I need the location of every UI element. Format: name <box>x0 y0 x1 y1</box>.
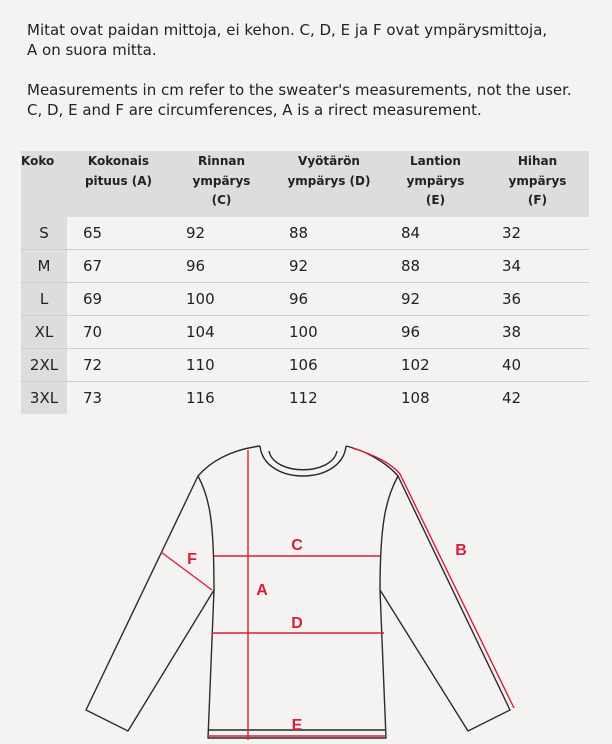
table-row <box>21 316 589 349</box>
value-cell: 69 <box>67 283 170 316</box>
label-d: D <box>291 615 303 632</box>
table-row <box>21 217 589 250</box>
header-hip: Lantion ympärys (E) <box>385 151 486 217</box>
size-cell: M <box>21 250 67 283</box>
label-a: A <box>256 582 268 599</box>
size-table <box>21 151 589 414</box>
header-waist: Vyötärön ympärys (D) <box>273 151 385 217</box>
value-cell: 102 <box>385 349 486 382</box>
value-cell: 36 <box>486 283 589 316</box>
label-e: E <box>291 717 303 734</box>
value-cell: 92 <box>385 283 486 316</box>
size-cell: XL <box>21 316 67 349</box>
table-row <box>21 283 589 316</box>
value-cell: 116 <box>186 389 215 407</box>
value-cell: 100 <box>273 316 385 349</box>
table-row <box>21 382 589 415</box>
value-cell: 67 <box>67 250 170 283</box>
measure-labels <box>187 537 467 734</box>
table-row <box>21 250 589 283</box>
intro-fi-line-1: Mitat ovat paidan mittoja, ei kehon. C, D, E ja F ovat ympärysmittoja, <box>27 21 548 39</box>
intro-en-line-1: Measurements in cm refer to the sweater's measurements, not the user. <box>27 81 572 99</box>
value-cell: 70 <box>67 316 170 349</box>
intro-finnish <box>27 20 547 60</box>
size-cell: S <box>21 217 67 250</box>
intro-english <box>27 80 572 120</box>
value-cell: 40 <box>486 349 589 382</box>
value-cell: 38 <box>486 316 589 349</box>
header-chest: Rinnan ympärys (C) <box>170 151 273 217</box>
value-cell: 96 <box>273 283 385 316</box>
table-header-row <box>21 151 589 217</box>
value-cell: 32 <box>486 217 589 250</box>
value-cell: 65 <box>67 217 170 250</box>
value-cell: 112 <box>289 389 318 407</box>
value-cell: 88 <box>273 217 385 250</box>
intro-fi-line-2: A on suora mitta. <box>27 41 157 59</box>
value-cell: 96 <box>170 250 273 283</box>
left-sleeve-seam <box>198 476 214 590</box>
value-cell: 88 <box>385 250 486 283</box>
size-cell: 3XL <box>21 382 67 415</box>
value-cell: 96 <box>385 316 486 349</box>
value-cell: 92 <box>170 217 273 250</box>
sweater-body-outline <box>86 446 510 738</box>
header-sleeve: Hihan ympärys (F) <box>486 151 589 217</box>
sweater-diagram <box>0 428 612 744</box>
header-size: Koko <box>21 151 67 217</box>
right-sleeve-seam <box>380 476 398 590</box>
label-f: F <box>187 551 197 568</box>
value-cell: 110 <box>170 349 273 382</box>
value-cell: 104 <box>170 316 273 349</box>
label-b: B <box>455 542 467 559</box>
value-cell: 34 <box>486 250 589 283</box>
value-cell: 92 <box>273 250 385 283</box>
value-cell: 73 <box>83 389 103 407</box>
table-row <box>21 349 589 382</box>
value-cell: 42 <box>502 389 522 407</box>
value-cell: 84 <box>385 217 486 250</box>
neck-outline <box>260 446 346 476</box>
value-cell: 106 <box>273 349 385 382</box>
value-cell: 72 <box>67 349 170 382</box>
size-cell: 2XL <box>21 349 67 382</box>
label-c: C <box>291 537 303 554</box>
sweater-outline <box>86 446 510 738</box>
header-total-length: Kokonais pituus (A) <box>67 151 170 217</box>
neck-rib-outline <box>269 451 337 470</box>
size-cell: L <box>21 283 67 316</box>
value-cell: 108 <box>401 389 430 407</box>
value-cell: 100 <box>170 283 273 316</box>
intro-en-line-2: C, D, E and F are circumferences, A is a rirect measurement. <box>27 101 482 119</box>
